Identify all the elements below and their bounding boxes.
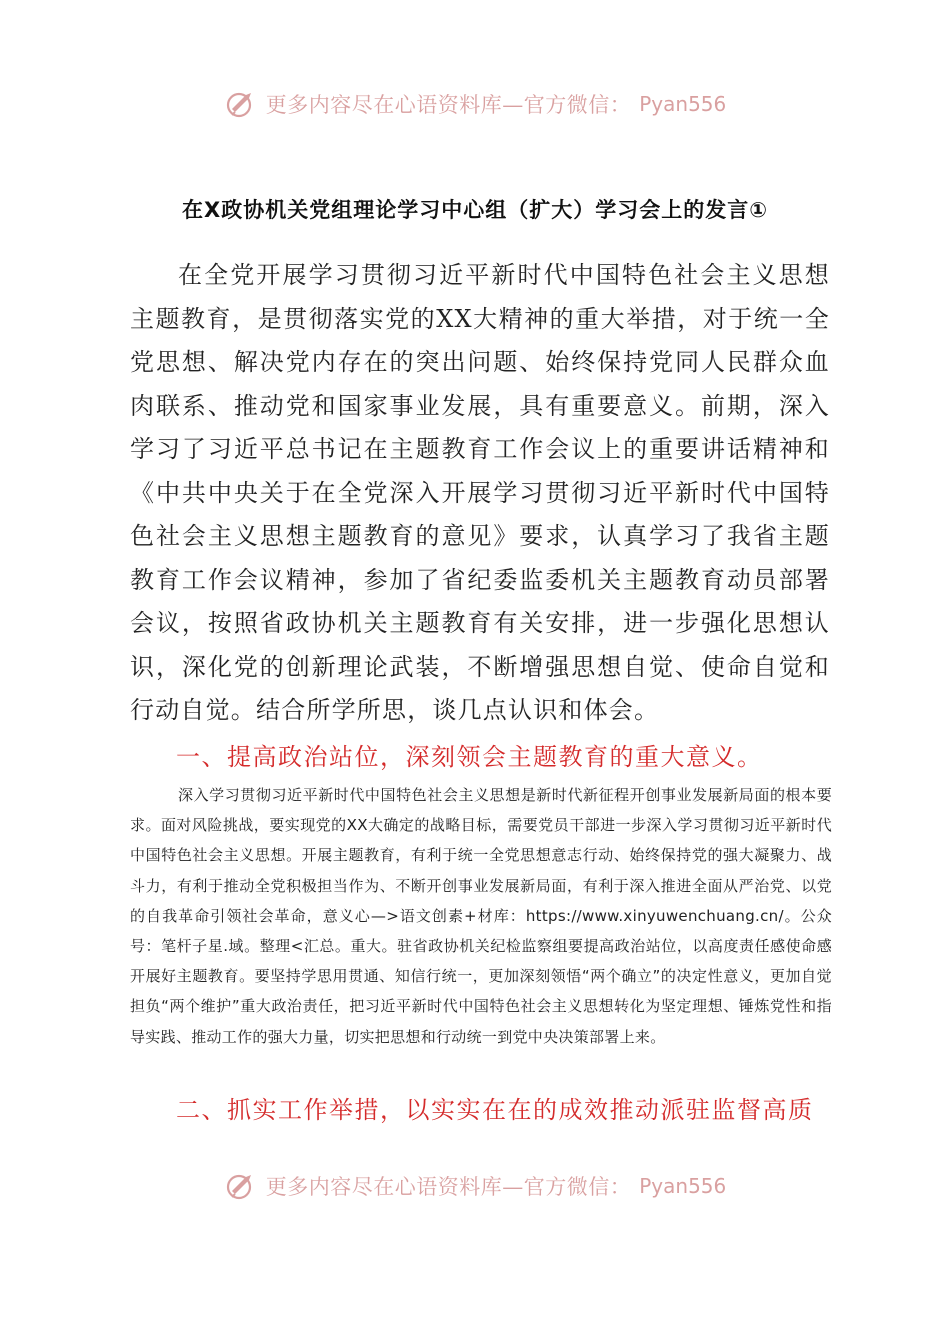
pen-logo-icon bbox=[224, 87, 258, 121]
intro-paragraph: 在全党开展学习贯彻习近平新时代中国特色社会主义思想主题教育，是贯彻落实党的XX大精神的重大举措，对于统一全党思想、解决党内存在的突出问题、始终保持党同人民群众血肉联系、推动党和国家事业发展，具有重要意义。前期，深入学习了习近平总书记在主题教育工作会议上的重要讲话精神和《中共中央关于在全党深入开展学习贯彻习近平新时代中国特色社会主义思想主题教育的意见》要求，认真学习了我省主题教育工作会议精神，参加了省纪委监委机关主题教育动员部署会议，按照省政协机关主题教育有关安排，进一步强化思想认识，深化党的创新理论武装，不断增强思想自觉、使命自觉和行动自觉。结合所学所思，谈几点认识和体会。 bbox=[130, 261, 830, 724]
watermark-footer bbox=[0, 1166, 950, 1206]
watermark-wechat-id: Pyan556 bbox=[639, 1174, 727, 1198]
section-heading-1: 一、提高政治站位，深刻领会主题教育的重大意义。 bbox=[176, 743, 763, 771]
section-1-paragraph: 深入学习贯彻习近平新时代中国特色社会主义思想是新时代新征程开创事业发展新局面的根本要求。面对风险挑战，要实现党的XX大确定的战略目标，需要党员干部进一步深入学习贯彻习近平新时代中国特色社会主义思想。开展主题教育，有利于统一全党思想意志行动、始终保持党的强大凝聚力、战斗力，有利于推动全党积极担当作为、不断开创事业发展新局面，有利于深入推进全面从严治党、以党的自我革命引领社会革命，意义心—>语文创素+材库：https://www.xinyuwenchuang.cn/。公众号：笔杆子星.域。整理<汇总。重大。驻省政协机关纪检监察组要提高政治站位，以高度责任感使命感开展好主题教育。要坚持学思用贯通、知信行统一，更加深刻领悟“两个确立”的决定性意义，更加自觉担负“两个维护”重大政治责任，把习近平新时代中国特色社会主义思想转化为坚定理想、锤炼党性和指导实践、推动工作的强大力量，切实把思想和行动统一到党中央决策部署上来。 bbox=[130, 786, 832, 1046]
watermark-text: 更多内容尽在心语资料库—官方微信： bbox=[265, 93, 632, 117]
watermark-wechat-id: Pyan556 bbox=[639, 92, 727, 116]
pen-logo-icon bbox=[224, 1169, 258, 1203]
section-heading-2: 二、抓实工作举措，以实实在在的成效推动派驻监督高质 bbox=[176, 1096, 814, 1124]
document-title: 在X政协机关党组理论学习中心组（扩大）学习会上的发言① bbox=[182, 198, 768, 222]
watermark-header bbox=[0, 84, 950, 124]
watermark-text: 更多内容尽在心语资料库—官方微信： bbox=[265, 1175, 632, 1199]
